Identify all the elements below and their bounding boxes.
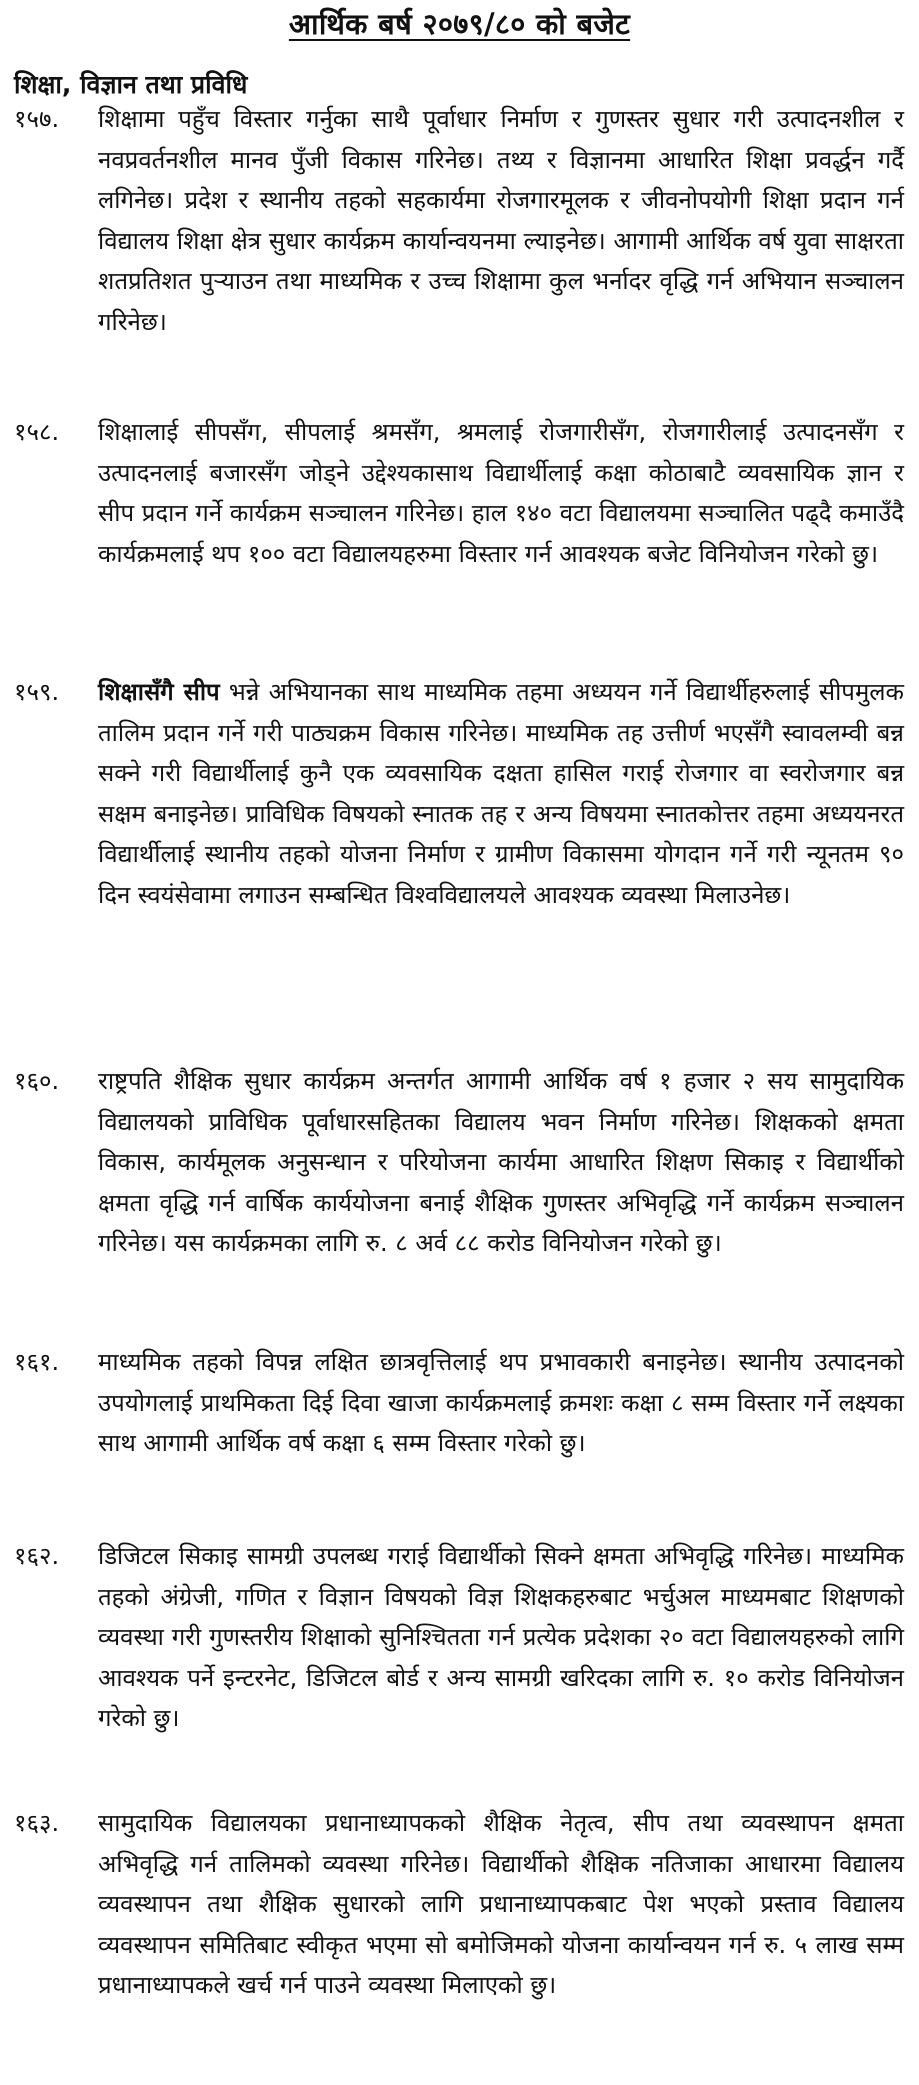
paragraph-number: १६३.	[14, 1809, 60, 1837]
paragraph-body: शिक्षालाई सीपसँग, सीपलाई श्रमसँग, श्रमलाई रोजगारीसँग, रोजगारीलाई उत्पादनसँग र उत्पादनलाई बजारसँग जोड्ने उद्देश्यकासाथ विद्यार्थीलाई कक्षा कोठाबाटै व्यवसायिक ज्ञान र सीप प्रदान गर्ने कार्यक्रम सञ्चालन गरिनेछ। हाल १४० वटा विद्यालयमा सञ्चालित पढ्दै कमाउँदै कार्यक्रमलाई थप १०० वटा विद्यालयहरुमा विस्तार गर्न आवश्यक बजेट विनियोजन गरेको छु।	[98, 418, 904, 568]
paragraph-body: भन्ने अभियानका साथ माध्यमिक तहमा अध्ययन गर्ने विद्यार्थीहरुलाई सीपमुलक तालिम प्रदान गर्ने गरी पाठ्यक्रम विकास गरिनेछ। माध्यमिक तह उत्तीर्ण भएसँगै स्वावलम्वी बन्न सक्ने गरी विद्यार्थीलाई कुनै एक व्यवसायिक दक्षता हासिल गराई रोजगार वा स्वरोजगार बन्न सक्षम बनाइनेछ। प्राविधिक विषयको स्नातक तह र अन्य विषयमा स्नातकोत्तर तहमा अध्ययनरत विद्यार्थीलाई स्थानीय तहको योजना निर्माण र ग्रामीण विकासमा योगदान गर्ने गरी न्यूनतम ९० दिन स्वयंसेवामा लगाउन सम्बन्धित विश्वविद्यालयले आवश्यक व्यवस्था मिलाउनेछ।	[98, 678, 904, 909]
paragraph-number: १५७.	[14, 105, 60, 133]
paragraph-163	[14, 1803, 904, 2006]
paragraph-number: १६०.	[14, 1067, 60, 1095]
paragraph-text	[98, 1536, 904, 1739]
paragraph-162	[14, 1536, 904, 1739]
paragraph-text	[98, 672, 904, 915]
paragraph-161	[14, 1342, 904, 1464]
paragraph-body: डिजिटल सिकाइ सामग्री उपलब्ध गराई विद्यार्थीको सिक्ने क्षमता अभिवृद्धि गरिनेछ। माध्यमिक तहको अंग्रेजी, गणित र विज्ञान विषयको विज्ञ शिक्षकहरुबाट भर्चुअल माध्यमबाट शिक्षणको व्यवस्था गरी गुणस्तरीय शिक्षाको सुनिश्चितता गर्न प्रत्येक प्रदेशका २० वटा विद्यालयहरुको लागि आवश्यक पर्ने इन्टरनेट, डिजिटल बोर्ड र अन्य सामग्री खरिदका लागि रु. १० करोड विनियोजन गरेको छु।	[98, 1542, 904, 1732]
paragraph-number: १६१.	[14, 1348, 60, 1376]
paragraph-text	[98, 1803, 904, 2006]
paragraph-number: १५९.	[14, 678, 60, 706]
section-heading: शिक्षा, विज्ञान तथा प्रविधि	[14, 70, 248, 99]
paragraph-159	[14, 672, 904, 915]
paragraph-text	[98, 1342, 904, 1464]
page-title: आर्थिक बर्ष २०७९/८० को बजेट	[288, 7, 631, 41]
paragraph-number: १५८.	[14, 418, 60, 446]
paragraph-text	[98, 1061, 904, 1264]
paragraph-text	[98, 99, 904, 342]
paragraph-number: १६२.	[14, 1542, 60, 1570]
paragraph-157	[14, 99, 904, 342]
paragraph-158	[14, 412, 904, 574]
paragraph-text	[98, 412, 904, 574]
paragraph-body: सामुदायिक विद्यालयका प्रधानाध्यापकको शैक्षिक नेतृत्व, सीप तथा व्यवस्थापन क्षमता अभिवृद्धि गर्न तालिमको व्यवस्था गरिनेछ। विद्यार्थीको शैक्षिक नतिजाका आधारमा विद्यालय व्यवस्थापन तथा शैक्षिक सुधारको लागि प्रधानाध्यापकबाट पेश भएको प्रस्ताव विद्यालय व्यवस्थापन समितिबाट स्वीकृत भएमा सो बमोजिमको योजना कार्यान्वयन गर्न रु. ५ लाख सम्म प्रधानाध्यापकले खर्च गर्न पाउने व्यवस्था मिलाएको छु।	[98, 1809, 904, 1999]
paragraph-body: शिक्षामा पहुँच विस्तार गर्नुका साथै पूर्वाधार निर्माण र गुणस्तर सुधार गरी उत्पादनशील र नवप्रवर्तनशील मानव पुँजी विकास गरिनेछ। तथ्य र विज्ञानमा आधारित शिक्षा प्रवर्द्धन गर्दै लगिनेछ। प्रदेश र स्थानीय तहको सहकार्यमा रोजगारमूलक र जीवनोपयोगी शिक्षा प्रदान गर्न विद्यालय शिक्षा क्षेत्र सुधार कार्यक्रम कार्यान्वयनमा ल्याइनेछ। आगामी आर्थिक वर्ष युवा साक्षरता शतप्रतिशत पुऱ्याउन तथा माध्यमिक र उच्च शिक्षामा कुल भर्नादर वृद्धि गर्न अभियान सञ्चालन गरिनेछ।	[98, 105, 904, 336]
paragraph-bold-lead: शिक्षासँगै सीप	[98, 678, 220, 706]
paragraph-body: माध्यमिक तहको विपन्न लक्षित छात्रवृत्तिलाई थप प्रभावकारी बनाइनेछ। स्थानीय उत्पादनको उपयोगलाई प्राथमिकता दिई दिवा खाजा कार्यक्रमलाई क्रमशः कक्षा ८ सम्म विस्तार गर्ने लक्ष्यका साथ आगामी आर्थिक वर्ष कक्षा ६ सम्म विस्तार गरेको छु।	[98, 1348, 904, 1457]
paragraph-160	[14, 1061, 904, 1264]
title-container	[0, 4, 919, 43]
paragraph-body: राष्ट्रपति शैक्षिक सुधार कार्यक्रम अन्तर्गत आगामी आर्थिक वर्ष १ हजार २ सय सामुदायिक विद्यालयको प्राविधिक पूर्वाधारसहितका विद्यालय भवन निर्माण गरिनेछ। शिक्षकको क्षमता विकास, कार्यमूलक अनुसन्धान र परियोजना कार्यमा आधारित शिक्षण सिकाइ र विद्यार्थीको क्षमता वृद्धि गर्न वार्षिक कार्ययोजना बनाई शैक्षिक गुणस्तर अभिवृद्धि गर्ने कार्यक्रम सञ्चालन गरिनेछ। यस कार्यक्रमका लागि रु. ८ अर्व ८८ करोड विनियोजन गरेको छु।	[98, 1067, 904, 1257]
